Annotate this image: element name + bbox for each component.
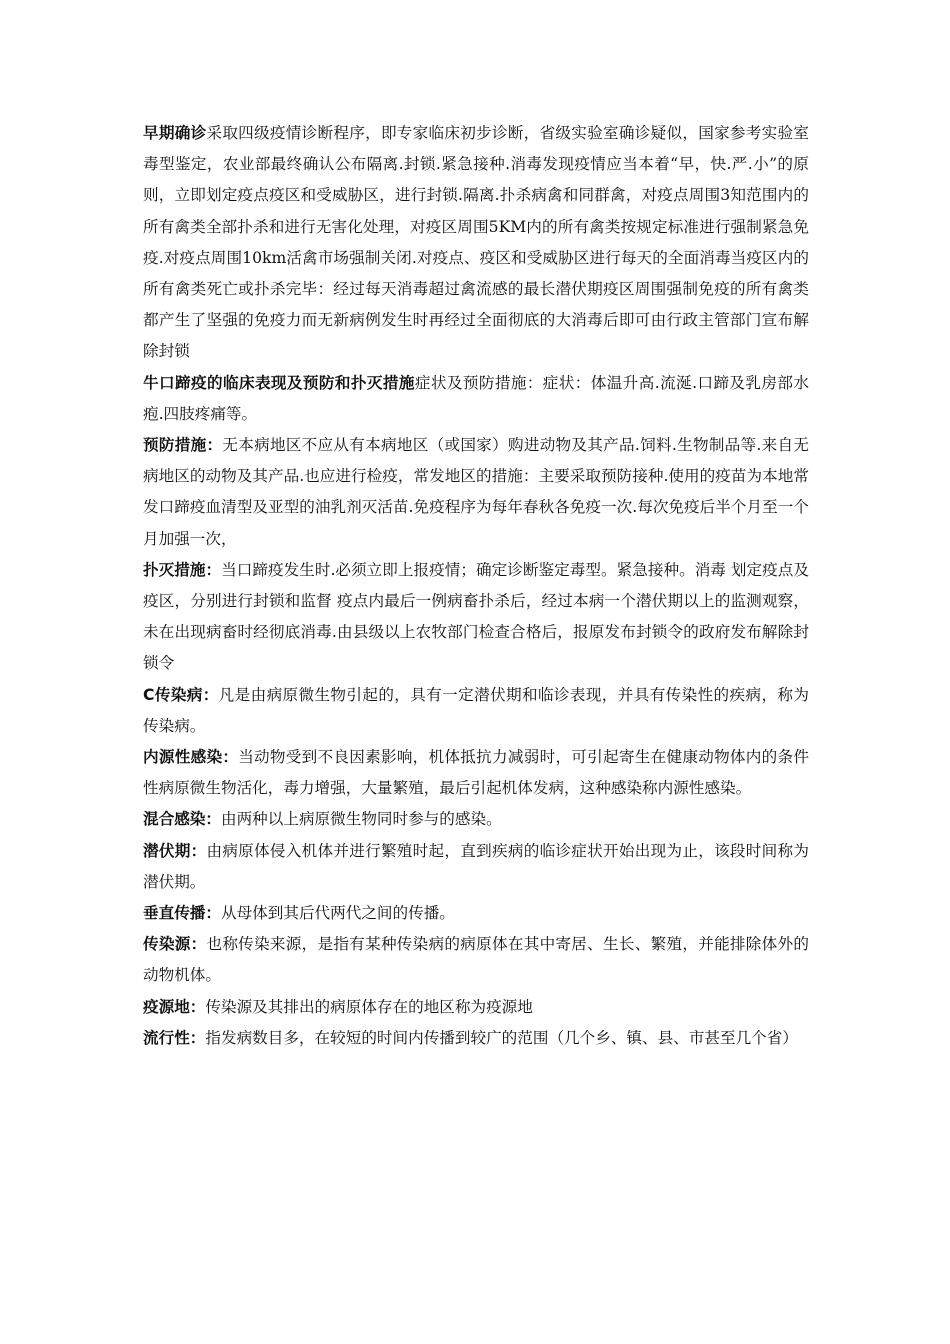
paragraph-epidemic-focus — [143, 992, 809, 1023]
paragraph-endogenous-infection — [143, 742, 809, 804]
term-epidemic: 流行性： — [143, 1028, 206, 1047]
paragraph-early-diagnosis — [143, 118, 809, 368]
term-fmd-clinical: 牛口蹄疫的临床表现及预防和扑灭措施 — [143, 373, 415, 392]
text-epidemic: 指发病数目多，在较短的时间内传播到较广的范围（几个乡、镇、县、市甚至几个省） — [205, 1028, 798, 1047]
term-prevention: 预防措施： — [143, 436, 223, 455]
term-early-diagnosis: 早期确诊 — [143, 124, 207, 142]
text-infection-source: 也称传染来源，是指有某种传染病的病原体在其中寄居、生长、繁殖，并能排除体外的动物机体。 — [143, 935, 809, 985]
paragraph-vertical-transmission — [143, 898, 809, 929]
paragraph-infectious-disease — [143, 680, 809, 742]
term-incubation-period: 潜伏期： — [143, 841, 207, 860]
text-infectious-disease: 凡是由病原微生物引起的，具有一定潜伏期和临诊表现，并具有传染性的疾病，称为传染病。 — [143, 685, 809, 735]
paragraph-incubation-period — [143, 836, 809, 898]
term-mixed-infection: 混合感染： — [143, 810, 221, 829]
text-vertical-transmission: 从母体到其后代两代之间的传播。 — [220, 904, 455, 923]
paragraph-fmd-clinical — [143, 368, 809, 430]
text-eradication: 当口蹄疫发生时.必须立即上报疫情；确定诊断鉴定毒型。紧急接种。消毒 划定疫点及疫区，分别进行封锁和监督 疫点内最后一例病畜扑杀后，经过本病一个潜伏期以上的监测观察，未在出现病畜时经彻底消毒.由县级以上农牧部门检查合格后，报原发布封锁令的政府发布解除封锁令 — [143, 560, 809, 673]
paragraph-infection-source — [143, 929, 809, 991]
paragraph-mixed-infection — [143, 804, 809, 835]
text-endogenous-infection: 当动物受到不良因素影响，机体抵抗力减弱时，可引起寄生在健康动物体内的条件性病原微生物活化，毒力增强，大量繁殖，最后引起机体发病，这种感染称内源性感染。 — [143, 748, 809, 798]
term-infection-source: 传染源： — [143, 935, 207, 954]
text-prevention: 无本病地区不应从有本病地区（或国家）购进动物及其产品.饲料.生物制品等.来自无病地区的动物及其产品.也应进行检疫，常发地区的措施：主要采取预防接种.使用的疫苗为本地常发口蹄疫血清型及亚型的油乳剂灭活苗.免疫程序为每年春秋各免疫一次.每次免疫后半个月至一个月加强一次， — [143, 436, 809, 548]
text-mixed-infection: 由两种以上病原微生物同时参与的感染。 — [220, 810, 502, 829]
document-body — [143, 118, 809, 1054]
term-epidemic-focus: 疫源地： — [143, 997, 206, 1016]
term-infectious-disease: C传染病： — [143, 685, 219, 704]
term-eradication: 扑灭措施： — [143, 560, 222, 579]
text-early-diagnosis: 采取四级疫情诊断程序，即专家临床初步诊断，省级实验室确诊疑似，国家参考实验室毒型鉴定，农业部最终确认公布隔离.封锁.紧急接种.消毒发现疫情应当本着“早，快.严.小”的原则，立即划定疫点疫区和受威胁区，进行封锁.隔离.扑杀病禽和同群禽，对疫点周围3知范围内的所有禽类全部扑杀和进行无害化处理，对疫区周围5KM内的所有禽类按规定标准进行强制紧急免疫.对疫点周围10km活禽市场强制关闭.对疫点、疫区和受威胁区进行每天的全面消毒当疫区内的所有禽类死亡或扑杀完毕：经过每天消毒超过禽流感的最长潜伏期疫区周围强制免疫的所有禽类都产生了坚强的免疫力而无新病例发生时再经过全面彻底的大消毒后即可由行政主管部门宣布解除封锁 — [143, 124, 809, 361]
text-fmd-clinical: 症状及预防措施：症状：体温升高.流涎.口蹄及乳房部水疱.四肢疼痛等。 — [143, 373, 809, 423]
term-vertical-transmission: 垂直传播： — [143, 904, 221, 923]
paragraph-epidemic — [143, 1023, 809, 1054]
text-incubation-period: 由病原体侵入机体并进行繁殖时起，直到疾病的临诊症状开始出现为止，该段时间称为潜伏期。 — [143, 841, 809, 891]
text-epidemic-focus: 传染源及其排出的病原体存在的地区称为疫源地 — [205, 997, 533, 1016]
paragraph-eradication — [143, 555, 809, 680]
term-endogenous-infection: 内源性感染： — [143, 748, 239, 767]
paragraph-prevention — [143, 430, 809, 555]
